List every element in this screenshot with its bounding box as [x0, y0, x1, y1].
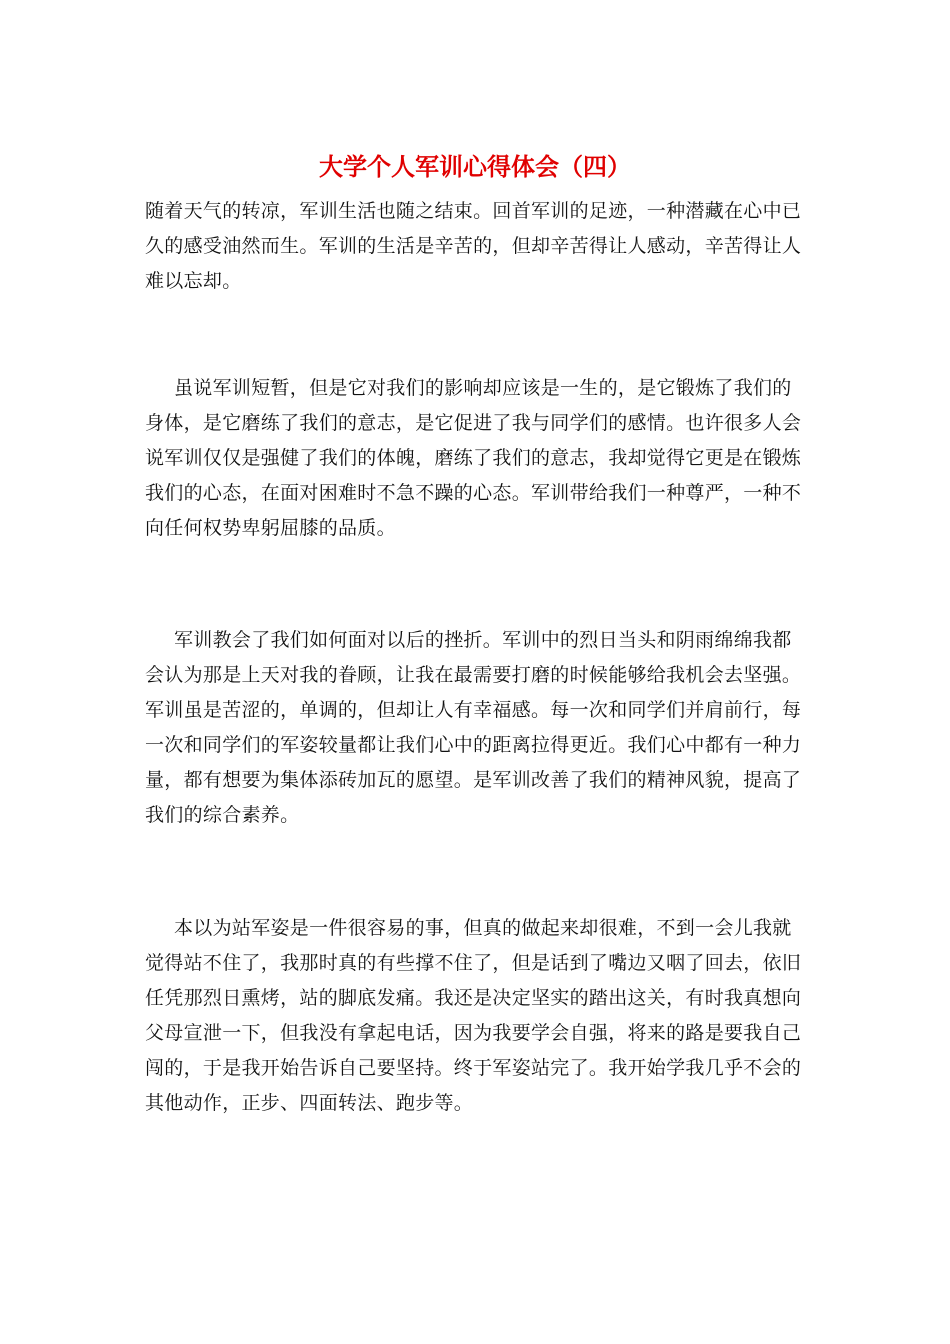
document-title: 大学个人军训心得体会（四） [319, 153, 631, 181]
paragraph-1: 随着天气的转凉，军训生活也随之结束。回首军训的足迹，一种潜藏在心中已久的感受油然而生。军训的生活是辛苦的，但却辛苦得让人感动，辛苦得让人难以忘却。 [145, 200, 802, 292]
paragraph-3: 军训教会了我们如何面对以后的挫折。军训中的烈日当头和阴雨绵绵我都会认为那是上天对我的眷顾，让我在最需要打磨的时候能够给我机会去坚强。军训虽是苦涩的，单调的，但却让人有幸福感。每一次和同学们并肩前行，每一次和同学们的军姿较量都让我们心中的距离拉得更近。我们心中都有一种力量，都有想要为集体添砖加瓦的愿望。是军训改善了我们的精神风貌，提高了我们的综合素养。 [145, 629, 802, 826]
paragraph-2: 虽说军训短暂，但是它对我们的影响却应该是一生的，是它锻炼了我们的身体，是它磨练了我们的意志，是它促进了我与同学们的感情。也许很多人会说军训仅仅是强健了我们的体魄，磨练了我们的意志，我却觉得它更是在锻炼我们的心态，在面对困难时不急不躁的心态。军训带给我们一种尊严，一种不向任何权势卑躬屈膝的品质。 [145, 377, 802, 539]
paragraph-4: 本以为站军姿是一件很容易的事，但真的做起来却很难，不到一会儿我就觉得站不住了，我那时真的有些撑不住了，但是话到了嘴边又咽了回去，依旧任凭那烈日熏烤，站的脚底发痛。我还是决定坚实的踏出这关，有时我真想向父母宣泄一下，但我没有拿起电话，因为我要学会自强，将来的路是要我自己闯的，于是我开始告诉自己要坚持。终于军姿站完了。我开始学我几乎不会的其他动作，正步、四面转法、跑步等。 [145, 917, 802, 1114]
